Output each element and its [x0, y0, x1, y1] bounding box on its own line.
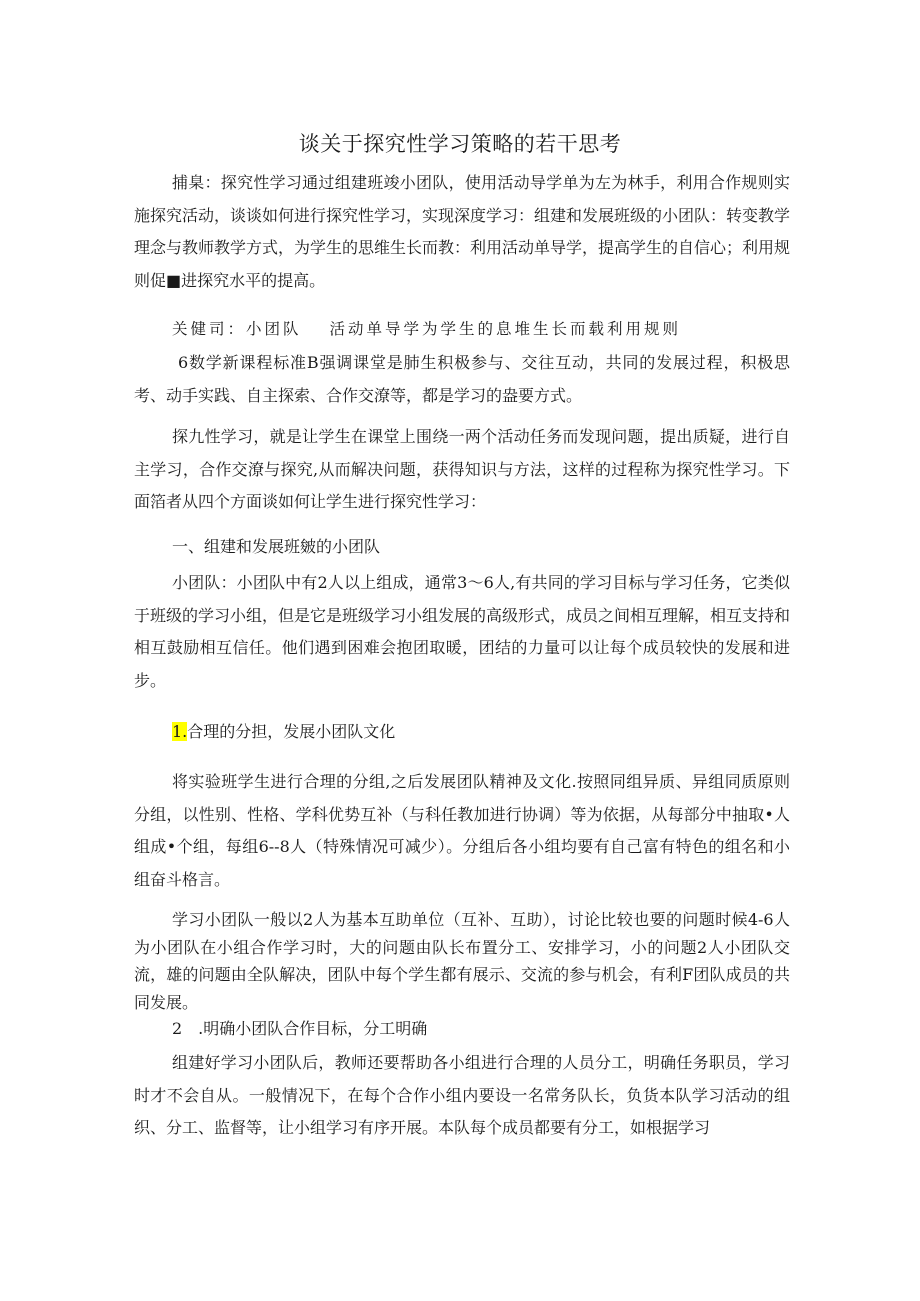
keyword-small-team: 小团队: [246, 320, 302, 338]
keyword-activity-guide: 活动单导学为学生的息堆生长而载利用规则: [329, 320, 682, 338]
keywords-label: 关健司：: [172, 320, 247, 338]
abstract-paragraph: 捕臬：探究性学习通过组建班竣小团队，使用活动导学单为左为林手，利用合作规则实施探究活动，谈谈如何进行探究性学习，实现深度学习：组建和发展班级的小团队：转变教学理念与教师教学方式，为学生的思维生长而教：利用活动单导学，提高学生的自信心；利用规则促■进探究水平的提高。: [134, 173, 791, 290]
intro-paragraph-1: 6数学新课程标准B强调课堂是肺生积极参与、交往互动，共同的发展过程，积极思考、动手实践、自主探索、合作交潦等，都是学习的盎要方式。: [134, 353, 790, 405]
section-1-heading: 一、组建和发展班皴的小团队: [172, 537, 381, 556]
document-title: 谈关于探究性学习策略的若干思考: [298, 132, 622, 156]
intro-paragraph-2: 探九性学习，就是让学生在课堂上围绕一两个活动任务而发现问题，提出质疑，进行自主学习，合作交潦与探究,从而解决问题，获得知识与方法，这样的过程称为探究性学习。下面箔者从四个方面谈如何让学生进行探究性学习：: [134, 427, 790, 511]
subsection-2-heading: 2 .明确小团队合作目标，分工明确: [172, 1019, 428, 1038]
subsection-1-paragraph-2: 学习小团队一般以2人为基本互助单位（互补、互助），讨论比较也要的问题时候4-6人为小团队在小组合作学习时，大的问题由队长布置分工、安排学习，小的问题2人小团队交流，雄的问题由全队解决，团队中每个学生都有展示、交流的参与机会，有利F团队成员的共同发展。: [134, 910, 790, 1012]
section-1-paragraph: 小团队：小团队中有2人以上组成，通常3〜6人,有共同的学习目标与学习任务，它类似于班级的学习小组，但是它是班级学习小组发展的高级形式，成员之间相互理解，相互支持和相互鼓励相互信任。他们遇到困难会抱团取暖，团结的力量可以让每个成员较快的发展和进步。: [134, 573, 791, 690]
subsection-1-title: 合理的分担，发展小团队文化: [187, 722, 396, 741]
subsection-1-paragraph-1: 将实验班学生进行合理的分组,之后发展团队精神及文化.按照同组异质、异组同质原则分组，以性别、性格、学科优势互补（与科任教加进行协调）等为依据，从每部分中抽取•人组成•个组，每组6--8人（特殊情况可减少）。分组后各小组均要有自己富有特色的组名和小组奋斗格言。: [134, 772, 790, 889]
subsection-2-paragraph: 组建好学习小团队后，教师还要帮助各小组进行合理的人员分工，明确任务职员，学习时才不会自从。一般情况下，在每个合作小组内要设一名常务队长，负货本队学习活动的组织、分工、监督等，让小组学习有序开展。本队每个成员都要有分工，如根据学习: [134, 1053, 790, 1137]
keywords-line: [172, 313, 681, 345]
subsection-1-heading: [172, 716, 395, 748]
subsection-1-number: 1.: [172, 722, 188, 741]
